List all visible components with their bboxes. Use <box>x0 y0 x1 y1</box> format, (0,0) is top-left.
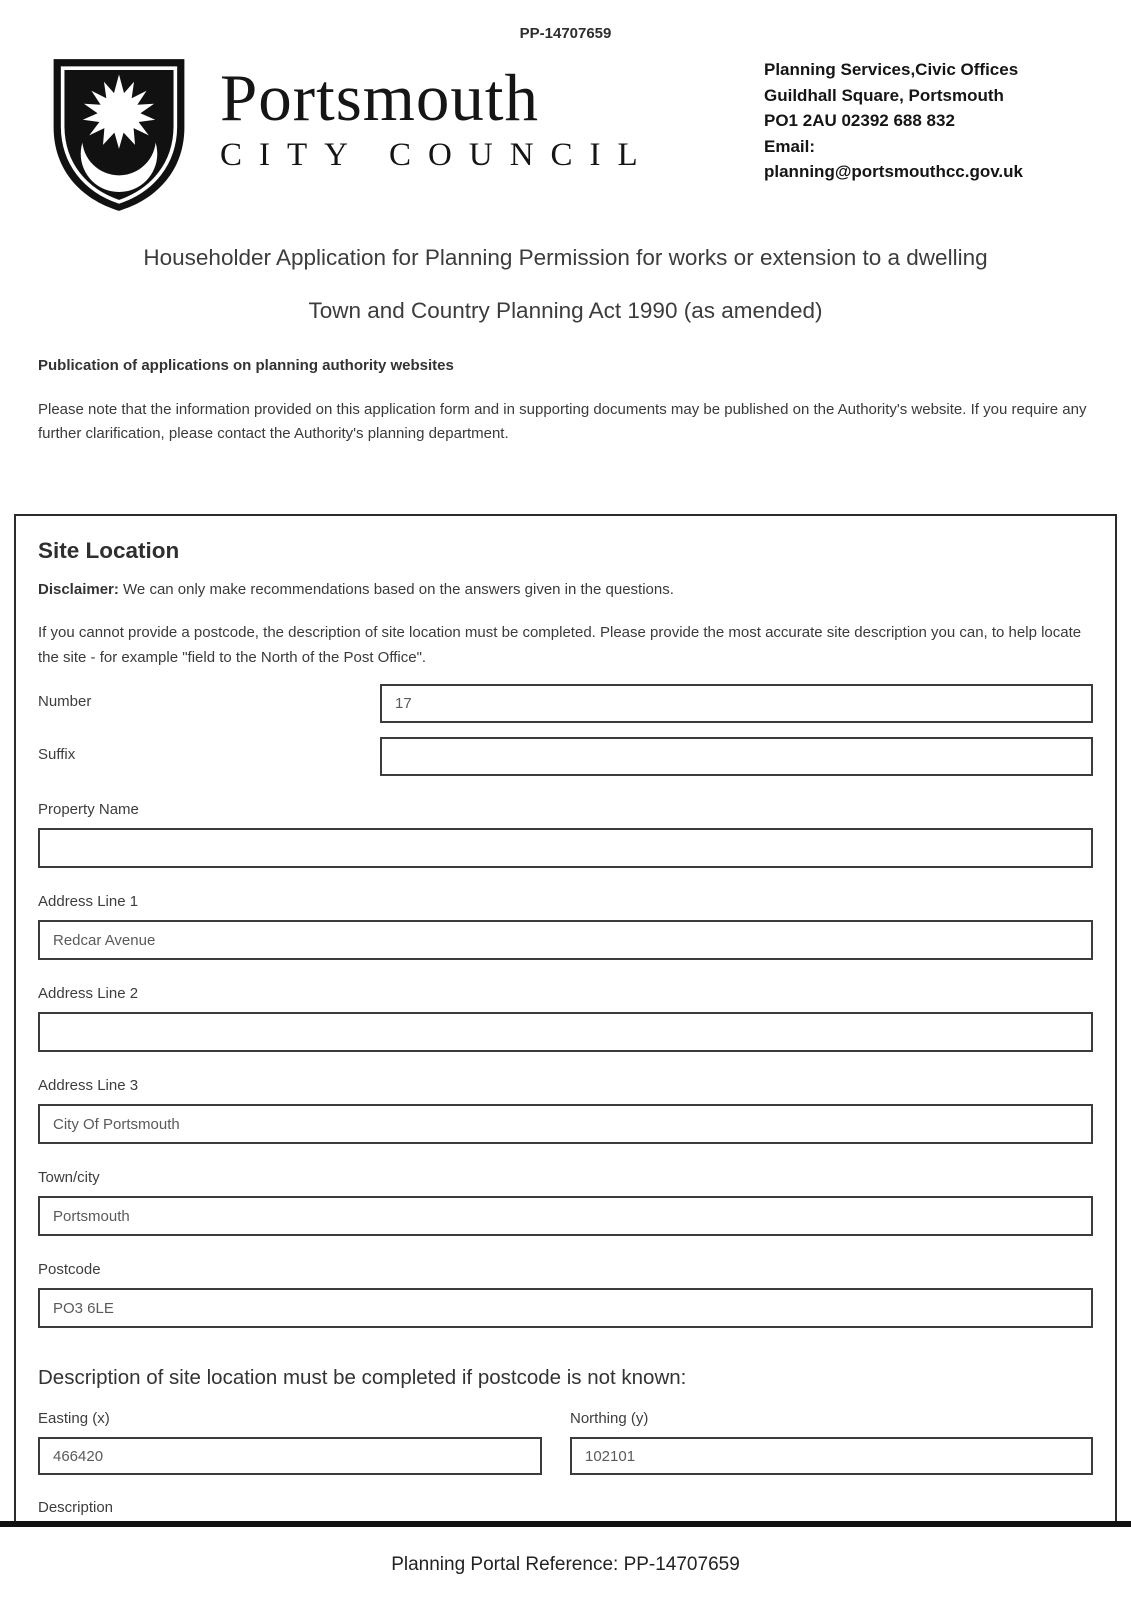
town-city-field <box>38 1169 1093 1236</box>
address-line-3-field <box>38 1077 1093 1144</box>
easting-field <box>38 1410 542 1475</box>
council-name: Portsmouth <box>220 61 539 135</box>
contact-line-address: Guildhall Square, Portsmouth <box>764 85 1004 105</box>
publication-heading: Publication of applications on planning authority websites <box>38 357 454 374</box>
address-line-2-field <box>38 985 1093 1052</box>
number-row <box>38 684 1093 723</box>
disclaimer-text <box>38 581 1093 598</box>
postcode-label: Postcode <box>38 1261 101 1278</box>
address-line-3-input[interactable] <box>38 1104 1093 1144</box>
description-field <box>38 1499 1093 1521</box>
easting-label: Easting (x) <box>38 1410 110 1427</box>
form-title: Householder Application for Planning Permission for works or extension to a dwelling <box>143 245 988 270</box>
contact-line-phone: PO1 2AU 02392 688 832 <box>764 111 955 130</box>
contact-block <box>764 57 1069 185</box>
property-name-field <box>38 801 1093 868</box>
site-location-heading: Site Location <box>38 538 180 563</box>
council-name-subline: CITY COUNCIL <box>220 137 655 173</box>
site-location-intro: If you cannot provide a postcode, the description of site location must be completed. Please provide the most accurate site description you can, to help locate the site - for example "field to the North of the Post Office". <box>38 624 1082 666</box>
contact-line-office: Planning Services,Civic Offices <box>764 60 1019 79</box>
address-line-1-label: Address Line 1 <box>38 893 139 910</box>
page-break-divider <box>0 1521 1131 1527</box>
description-label: Description <box>38 1499 114 1516</box>
suffix-row <box>38 737 1093 776</box>
property-name-label: Property Name <box>38 801 139 818</box>
address-line-1-field <box>38 893 1093 960</box>
planning-portal-reference-footer: Planning Portal Reference: PP-14707659 <box>391 1554 740 1575</box>
publication-body: Please note that the information provided on this application form and in supporting documents may be published on the Authority's website. If you require any further clarification, please contact the Authority's planning department. <box>38 401 1087 442</box>
property-name-input[interactable] <box>38 828 1093 868</box>
northing-input[interactable] <box>570 1437 1093 1475</box>
address-line-2-label: Address Line 2 <box>38 985 139 1002</box>
easting-input[interactable] <box>38 1437 542 1475</box>
disclaimer-label: Disclaimer: <box>38 581 119 598</box>
application-reference-top: PP-14707659 <box>519 25 612 42</box>
contact-line-email: Email: planning@portsmouthcc.gov.uk <box>764 136 1023 181</box>
postcode-input[interactable] <box>38 1288 1093 1328</box>
suffix-input[interactable] <box>380 737 1093 776</box>
address-line-2-input[interactable] <box>38 1012 1093 1052</box>
address-line-1-input[interactable] <box>38 920 1093 960</box>
number-input[interactable] <box>380 684 1093 723</box>
town-city-label: Town/city <box>38 1169 100 1186</box>
coordinates-row <box>38 1410 1093 1475</box>
suffix-label: Suffix <box>38 746 76 763</box>
portsmouth-crest-icon <box>48 55 190 215</box>
northing-field <box>570 1410 1093 1475</box>
disclaimer-body: We can only make recommendations based on the answers given in the questions. <box>118 581 674 598</box>
postcode-field <box>38 1261 1093 1328</box>
address-line-3-label: Address Line 3 <box>38 1077 139 1094</box>
northing-label: Northing (y) <box>570 1410 649 1427</box>
number-label: Number <box>38 693 92 710</box>
site-location-section <box>14 514 1117 1521</box>
town-city-input[interactable] <box>38 1196 1093 1236</box>
header <box>48 55 1069 225</box>
form-subtitle-act: Town and Country Planning Act 1990 (as amended) <box>308 298 823 323</box>
description-requirement-heading: Description of site location must be completed if postcode is not known: <box>38 1366 687 1389</box>
council-wordmark <box>220 63 655 174</box>
